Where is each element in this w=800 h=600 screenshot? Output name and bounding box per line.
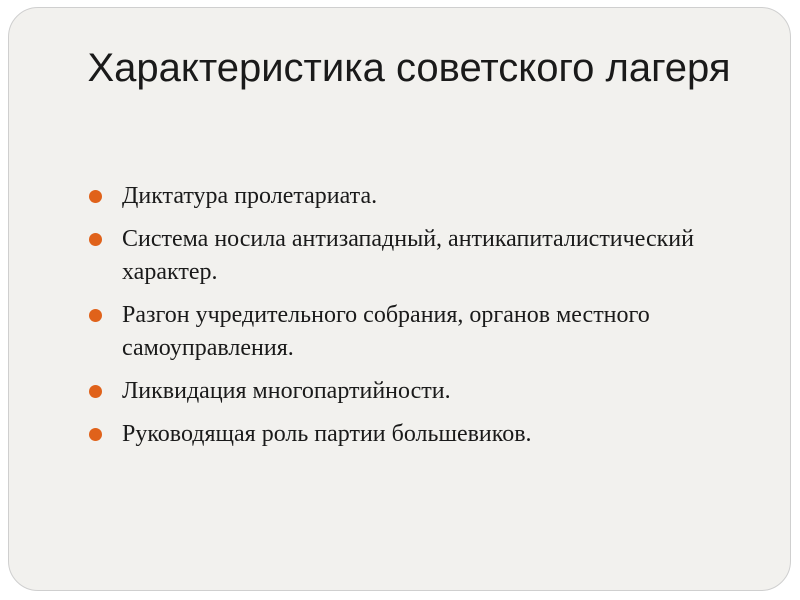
slide-title: Характеристика советского лагеря [87, 46, 731, 90]
list-item [87, 375, 777, 408]
list-item [87, 418, 777, 451]
bullet-text: Руководящая роль партии большевиков. [122, 421, 532, 447]
bullet-list [87, 180, 777, 461]
bullet-text: Разгон учредительного собрания, органов местного самоуправления. [122, 302, 650, 361]
list-item [87, 223, 777, 289]
slide [8, 7, 791, 591]
list-item [87, 299, 777, 365]
bullet-text: Система носила антизападный, антикапиталистический характер. [122, 226, 694, 285]
bullet-dot-icon [89, 309, 102, 322]
list-item [87, 180, 777, 213]
bullet-dot-icon [89, 428, 102, 441]
bullet-text: Ликвидация многопартийности. [122, 378, 451, 404]
bullet-dot-icon [89, 385, 102, 398]
bullet-dot-icon [89, 233, 102, 246]
bullet-dot-icon [89, 190, 102, 203]
bullet-text: Диктатура пролетариата. [122, 183, 378, 209]
